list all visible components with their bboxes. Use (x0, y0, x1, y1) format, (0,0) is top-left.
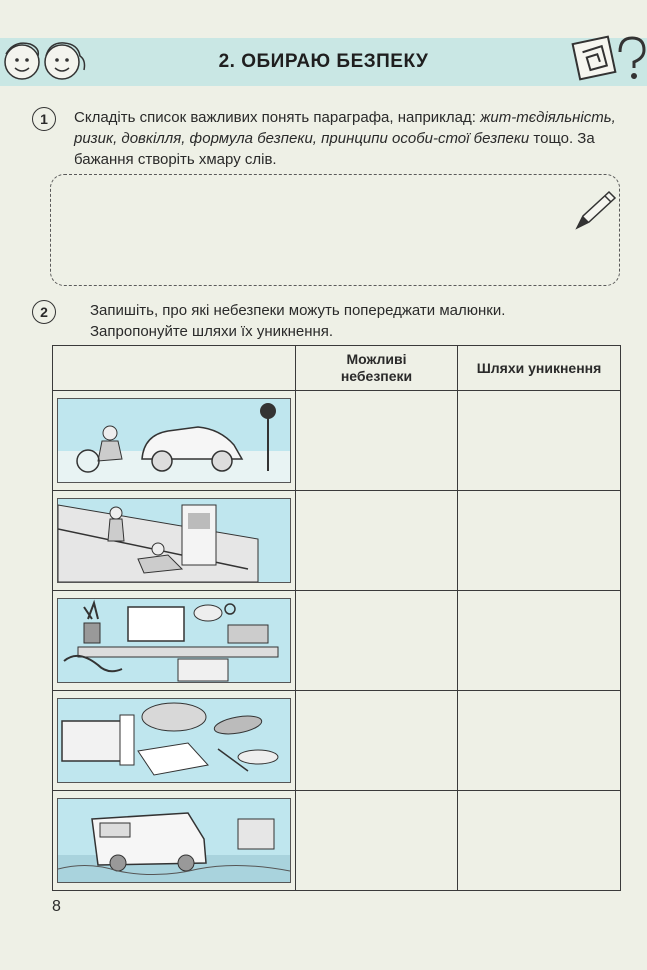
pencil-icon (573, 186, 619, 232)
dangers-cell[interactable] (296, 391, 458, 491)
task-2 (32, 300, 622, 342)
dangers-table (52, 345, 621, 891)
table-row (53, 391, 621, 491)
task-1-number: 1 (32, 107, 56, 131)
avoidance-cell[interactable] (458, 391, 621, 491)
task-2-line1: Запишіть, про які небезпеки можуть попереджати малюнки. (90, 302, 506, 319)
page-number: 8 (52, 898, 61, 915)
avoidance-cell[interactable] (458, 791, 621, 891)
task-2-number: 2 (32, 300, 56, 324)
table-row (53, 491, 621, 591)
avoidance-cell[interactable] (458, 691, 621, 791)
table-row (53, 591, 621, 691)
task-2-line2: Запропонуйте шляхи їх уникнення. (90, 323, 334, 340)
task-1-text: Складіть список важливих понять параграфа, наприклад: жит-тєдіяльність, ризик, довкілля, формула безпеки, принципи особи-стої безпеки тощо. За бажання створіть хмару слів. (74, 109, 616, 168)
table-row (53, 691, 621, 791)
dangers-cell[interactable] (296, 691, 458, 791)
avoidance-cell[interactable] (458, 591, 621, 691)
word-cloud-area[interactable] (50, 174, 620, 286)
food-illustration (57, 698, 291, 783)
avoidance-cell[interactable] (458, 491, 621, 591)
header-avoidance: Шляхи уникнення (458, 346, 621, 391)
page-title: 2. ОБИРАЮ БЕЗПЕКУ (218, 51, 429, 72)
task-1 (32, 107, 622, 170)
maze-question-icon (570, 30, 647, 85)
ambulance-illustration (57, 798, 291, 883)
header-dangers: Можливі небезпеки (296, 346, 458, 391)
table-header-row (53, 346, 621, 391)
table-row (53, 791, 621, 891)
dangers-cell[interactable] (296, 591, 458, 691)
street-car-illustration (57, 398, 291, 483)
header-image-column (53, 346, 296, 391)
dangers-cell[interactable] (296, 791, 458, 891)
dangers-cell[interactable] (296, 491, 458, 591)
desk-illustration (57, 598, 291, 683)
escalator-illustration (57, 498, 291, 583)
